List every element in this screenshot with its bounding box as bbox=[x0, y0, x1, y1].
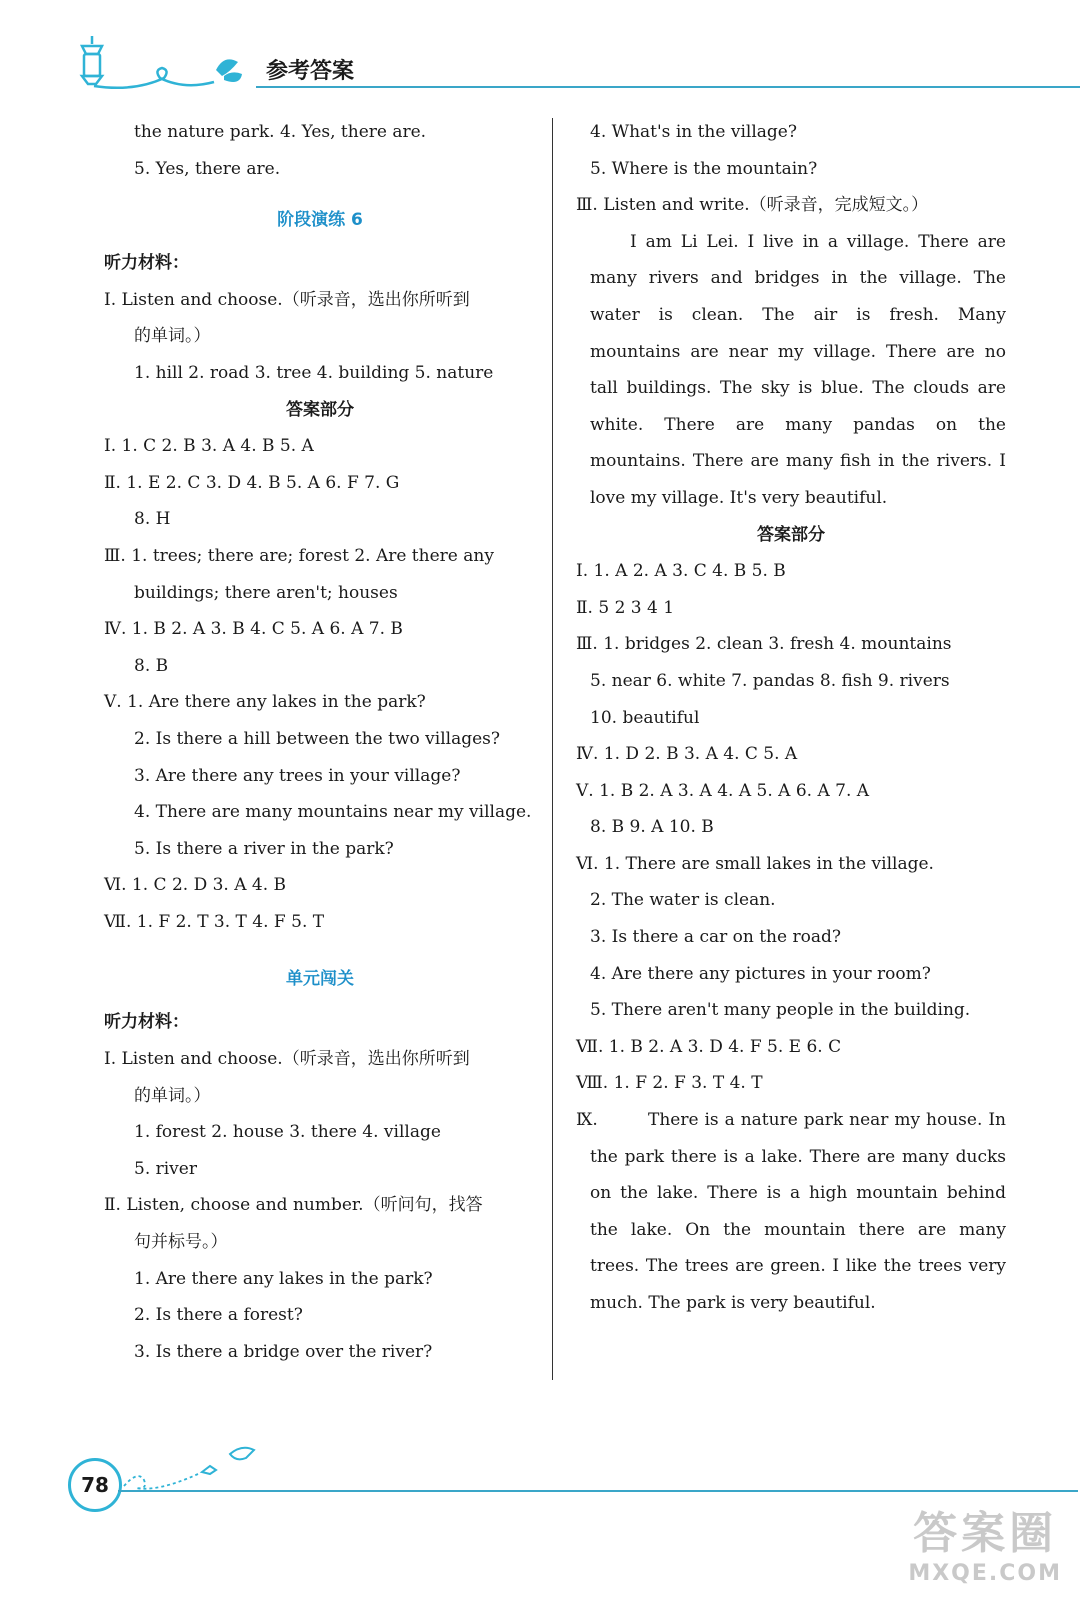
answer-line: Ⅲ. 1. bridges 2. clean 3. fresh 4. mountains bbox=[576, 634, 952, 655]
answer-line: 4. There are many mountains near my village. bbox=[134, 802, 532, 823]
answer-line: Ⅵ. 1. C 2. D 3. A 4. B bbox=[104, 875, 287, 896]
answer-line: 5. near 6. white 7. pandas 8. fish 9. rivers bbox=[590, 670, 950, 691]
answer-line: 8. B bbox=[134, 655, 169, 676]
header-rule bbox=[256, 86, 1080, 88]
answer-line: 8. B 9. A 10. B bbox=[590, 817, 714, 838]
listening-passage: I am Li Lei. I live in a village. There are many rivers and bridges in the village. The water is clean. The air is fresh. Many mountains are near my village. There are no tall buildings. The sky is blue. The clouds are white. There are many pandas on the mountains. There are many fish in the rivers. I love my village. It's very beautiful. bbox=[590, 231, 1006, 508]
section-ix-passage: There is a nature park near my house. In the park there is a lake. There are many ducks on the lake. There is a high mountain behind the lake. On the mountain there are many trees. The trees are green. I like the trees very much. The park is very beautiful. bbox=[590, 1110, 1006, 1313]
text-line: 5. Yes, there are. bbox=[134, 158, 281, 179]
page-header bbox=[0, 0, 1082, 100]
text-line: 3. Is there a bridge over the river? bbox=[134, 1341, 433, 1362]
listening-material-label: 听力材料： bbox=[104, 1012, 189, 1033]
answer-line: Ⅶ. 1. F 2. T 3. T 4. F 5. T bbox=[104, 911, 325, 932]
text-line: the nature park. 4. Yes, there are. bbox=[134, 122, 427, 142]
answer-line: Ⅷ. 1. F 2. F 3. T 4. T bbox=[576, 1073, 763, 1094]
text-line: 的单词。） bbox=[134, 1085, 211, 1106]
answer-line: Ⅳ. 1. D 2. B 3. A 4. C 5. A bbox=[576, 744, 798, 765]
answer-line: Ⅵ. 1. There are small lakes in the village. bbox=[576, 853, 934, 874]
text-line: 5. river bbox=[134, 1158, 197, 1179]
right-column bbox=[576, 114, 1006, 1322]
text-line: 2. Is there a forest? bbox=[134, 1305, 303, 1326]
text-line: Ⅰ. Listen and choose.（听录音，选出你所听到 bbox=[104, 1049, 470, 1070]
answers-label: 答案部分 bbox=[757, 524, 825, 545]
watermark-en: MXQE.COM bbox=[908, 1561, 1062, 1586]
watermark-cn: 答案圈 bbox=[913, 1508, 1058, 1559]
answer-line: 2. The water is clean. bbox=[590, 890, 776, 911]
answer-line: Ⅶ. 1. B 2. A 3. D 4. F 5. E 6. C bbox=[576, 1036, 842, 1057]
section-ix-label: Ⅸ. bbox=[576, 1110, 598, 1131]
text-line: 1. hill 2. road 3. tree 4. building 5. nature bbox=[134, 362, 494, 383]
writing-passage bbox=[576, 1102, 1006, 1322]
page-footer bbox=[0, 1440, 1082, 1600]
answer-line: Ⅰ. 1. A 2. A 3. C 4. B 5. B bbox=[576, 561, 786, 582]
answer-line: Ⅰ. 1. C 2. B 3. A 4. B 5. A bbox=[104, 436, 314, 457]
answer-line: 3. Is there a car on the road? bbox=[590, 927, 841, 948]
answer-line: Ⅲ. 1. trees; there are; forest 2. Are there any bbox=[104, 545, 494, 566]
text-line: Ⅱ. Listen, choose and number.（听问句，找答 bbox=[104, 1195, 483, 1216]
text-line: 4. What's in the village? bbox=[590, 122, 797, 142]
answer-line: Ⅴ. 1. Are there any lakes in the park? bbox=[104, 692, 426, 713]
page-number: 78 bbox=[68, 1458, 122, 1512]
page-header-title: 参考答案 bbox=[266, 59, 355, 84]
answers-label: 答案部分 bbox=[286, 399, 354, 420]
text-line: 句并标号。） bbox=[134, 1232, 228, 1253]
listening-material-label: 听力材料： bbox=[104, 253, 189, 274]
answer-line: Ⅱ. 1. E 2. C 3. D 4. B 5. A 6. F 7. G bbox=[104, 472, 400, 493]
answer-line: 4. Are there any pictures in your room? bbox=[590, 963, 931, 984]
answer-line: 5. There aren't many people in the building. bbox=[590, 1000, 971, 1021]
left-column bbox=[104, 114, 536, 1370]
text-line: 5. Where is the mountain? bbox=[590, 158, 818, 179]
answer-line: 2. Is there a hill between the two villages? bbox=[134, 728, 500, 749]
text-line: Ⅰ. Listen and choose.（听录音，选出你所听到 bbox=[104, 289, 470, 310]
answer-line: Ⅴ. 1. B 2. A 3. A 4. A 5. A 6. A 7. A bbox=[576, 780, 870, 801]
answer-line: 5. Is there a river in the park? bbox=[134, 838, 394, 859]
answer-line: Ⅳ. 1. B 2. A 3. B 4. C 5. A 6. A 7. B bbox=[104, 619, 403, 640]
text-line: 1. forest 2. house 3. there 4. village bbox=[134, 1122, 441, 1143]
section-title-unit-challenge: 单元闯关 bbox=[286, 969, 354, 990]
answer-line: buildings; there aren't; houses bbox=[134, 582, 398, 603]
answer-line: 3. Are there any trees in your village? bbox=[134, 765, 461, 786]
answer-line: 8. H bbox=[134, 509, 171, 530]
section-title-stage-practice: 阶段演练 6 bbox=[277, 210, 363, 231]
answer-line: 10. beautiful bbox=[590, 707, 700, 728]
footer-rule bbox=[118, 1490, 1078, 1492]
watermark bbox=[908, 1497, 1062, 1586]
text-line: Ⅲ. Listen and write.（听录音，完成短文。） bbox=[576, 195, 929, 216]
column-divider bbox=[552, 118, 553, 1380]
text-line: 的单词。） bbox=[134, 326, 211, 347]
text-line: 1. Are there any lakes in the park? bbox=[134, 1268, 433, 1289]
answer-line: Ⅱ. 5 2 3 4 1 bbox=[576, 597, 675, 618]
